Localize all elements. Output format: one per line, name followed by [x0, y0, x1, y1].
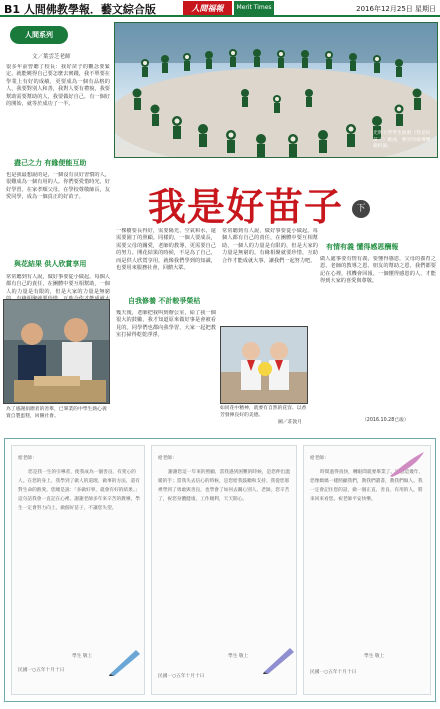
paragraph-6: 做人處事要有情有義，要懂得感恩，父母的養育之恩、老師的教導之恩、朋友的幫助之恩，我們都要記在心裡，找機會回報。一個懂得感恩的人，才能得到大家的喜愛與尊敬。: [320, 256, 436, 285]
paragraph-3: 常常聽到有人說，做好事要從小做起。每個人都有自己的責任，在團體中要互相幫助，一個人的力量是有限的，但是大家的力量是無窮: [6, 274, 110, 295]
series-badge: 人間系列: [10, 26, 68, 44]
issue-date: 2016年12月25日 星期日: [356, 5, 436, 13]
letter-right-sign: 學生 敬上: [364, 654, 385, 659]
letter-middle-sign: 學生 敬上: [228, 654, 249, 659]
letter-right-date: 民國一○五年十月十日: [310, 670, 357, 675]
section-title: B1 人間佛教學報．藝文綜合版: [4, 3, 156, 16]
pen-icon: [108, 646, 142, 676]
letter-right-body: 時間過得真快，轉眼間就要畢業了。回想這幾年，您像媽媽一樣照顧我們，教我們讀書，教我們做人。我一定會記住您的話，做一個正直、善良、有用的人，將來回來看您。祝老師平安快樂。: [310, 470, 424, 502]
article-title: 我是好苗子: [148, 184, 344, 229]
kid-baking-illustration: [4, 300, 110, 404]
kid-photo-caption: 為了感謝捐贈者的善舉，已畢業的中學生熱心義賣自製蛋糕，回饋社會。: [6, 407, 107, 419]
main-photo-caption: 光明大學學生演唱《我是好苗子》歌曲，嘹亮的歌聲響徹校園。: [373, 131, 431, 149]
end-note: （2016.10.28已竣）: [362, 418, 409, 423]
letter-left-date: 民國一○五年十月十日: [18, 668, 65, 673]
letter-middle-body: 謝謝您這一年來的照顧，當我遇到困難的時候，是您伸出溫暖的手；當我失去信心的時候，是您給我鼓勵和支持。我從您那裡學到了勇敢與善良，也學會了如何去關心別人。老師，您辛苦了，祝您身體健康，工作順利，天天開心。: [158, 470, 290, 502]
letter-middle: [151, 445, 297, 695]
letter-right: [303, 445, 431, 695]
paragraph-1: 很多年前曾聽了校長：我好苗子的觀念要緊定，就能曉得自己要怎麼去實踐，我不單要在學業上有好的成績，更要成為一個有品格的人，我要對別人和善，我對人要有禮貌，我要幫助需要幫助的人，我要做好自己，有一個好的開始，就等於成功了一半。: [6, 64, 110, 108]
students-photo: [220, 326, 308, 404]
letter-middle-date: 民國一○五年十月十日: [158, 674, 205, 679]
letter-middle-title: 給老師：: [158, 456, 177, 461]
article-part-marker: 下: [352, 200, 370, 218]
letters-section: [4, 438, 436, 702]
paragraph-4: 一棵樹要長得好，需要陽光、空氣和水，還需要園丁的照顧。同樣的，一個人要成長，需要父母的關愛，老師的教導，更需要自己的努力。開花結果的時候，不是為了自己，而是供人欣賞享用，就像我們學到的知識，也要用來服務社會，回饋大眾。: [116, 228, 216, 272]
newspaper-logo: 人間福報: [183, 1, 232, 15]
merit-times-label: Merit Times: [234, 1, 274, 15]
letter-left-sign: 學生 敬上: [72, 654, 93, 659]
left-column: [4, 22, 112, 492]
letter-left-body: 您是我一生的引導者，使我成為一個善良、有愛心的人。在您的身上，我學到了做人的道理、做事的方法，還有對生命的熱愛。您總是說：「多做好事，就會有好的結果。」這句話我會一直記在心裡。謝謝老師多年來辛苦的教導，學生一定會努力向上，做個好苗子，不讓您失望。: [18, 470, 140, 511]
page-header: [0, 0, 440, 17]
brush-icon: [262, 644, 296, 674]
kid-baking-photo: [3, 299, 110, 404]
letter-left-title: 給老師：: [18, 456, 37, 461]
paragraph-2: 也是我最想說的是，一個沒有良好習慣的人，很難成為一個有用的人。你們要愛惜時光，好好學習，在家孝順父母，在學校尊敬師長，友愛同學，成為一個真正的好苗子。: [6, 172, 110, 201]
paragraph-5: 幾天後，老師把我叫到辦公室，給了我一個很大的鼓勵，我才知道原來做好事是會被看見的。同學們也都向我學習，大家一起把教室打掃得乾乾淨淨。: [116, 310, 216, 339]
students-photo-caption: 如同花中精神，就要有自然的花容、以香芳發揮良好的美德。: [220, 406, 307, 418]
subhead-4: 有情有義 懂得感恩酬報: [326, 243, 399, 251]
choir-photo: [114, 22, 438, 158]
subhead-1: 盡己之力 有緣便能互助: [14, 159, 87, 167]
subhead-2: 與花結果 供人欣賞享用: [14, 260, 87, 268]
author-line: 文／葉雲芝老師: [32, 54, 71, 60]
students-illustration: [221, 327, 308, 404]
letter-left: [11, 445, 145, 695]
paragraph-middle: 常常聽到有人說，做好事要從小做起。每個人都有自己的責任，在團體中要互相幫助，一個人的力量是有限的，但是大家的力量是無窮的。有緣相聚就要珍惜，互助合作才能成就大事，讓我們一起努力吧。: [222, 228, 318, 264]
letter-right-title: 給老師：: [310, 456, 329, 461]
feather-icon: [388, 450, 426, 478]
photo-credit: 圖／莊敦月: [278, 420, 302, 425]
subhead-3: 自我修養 不計較爭榮枯: [128, 297, 201, 305]
